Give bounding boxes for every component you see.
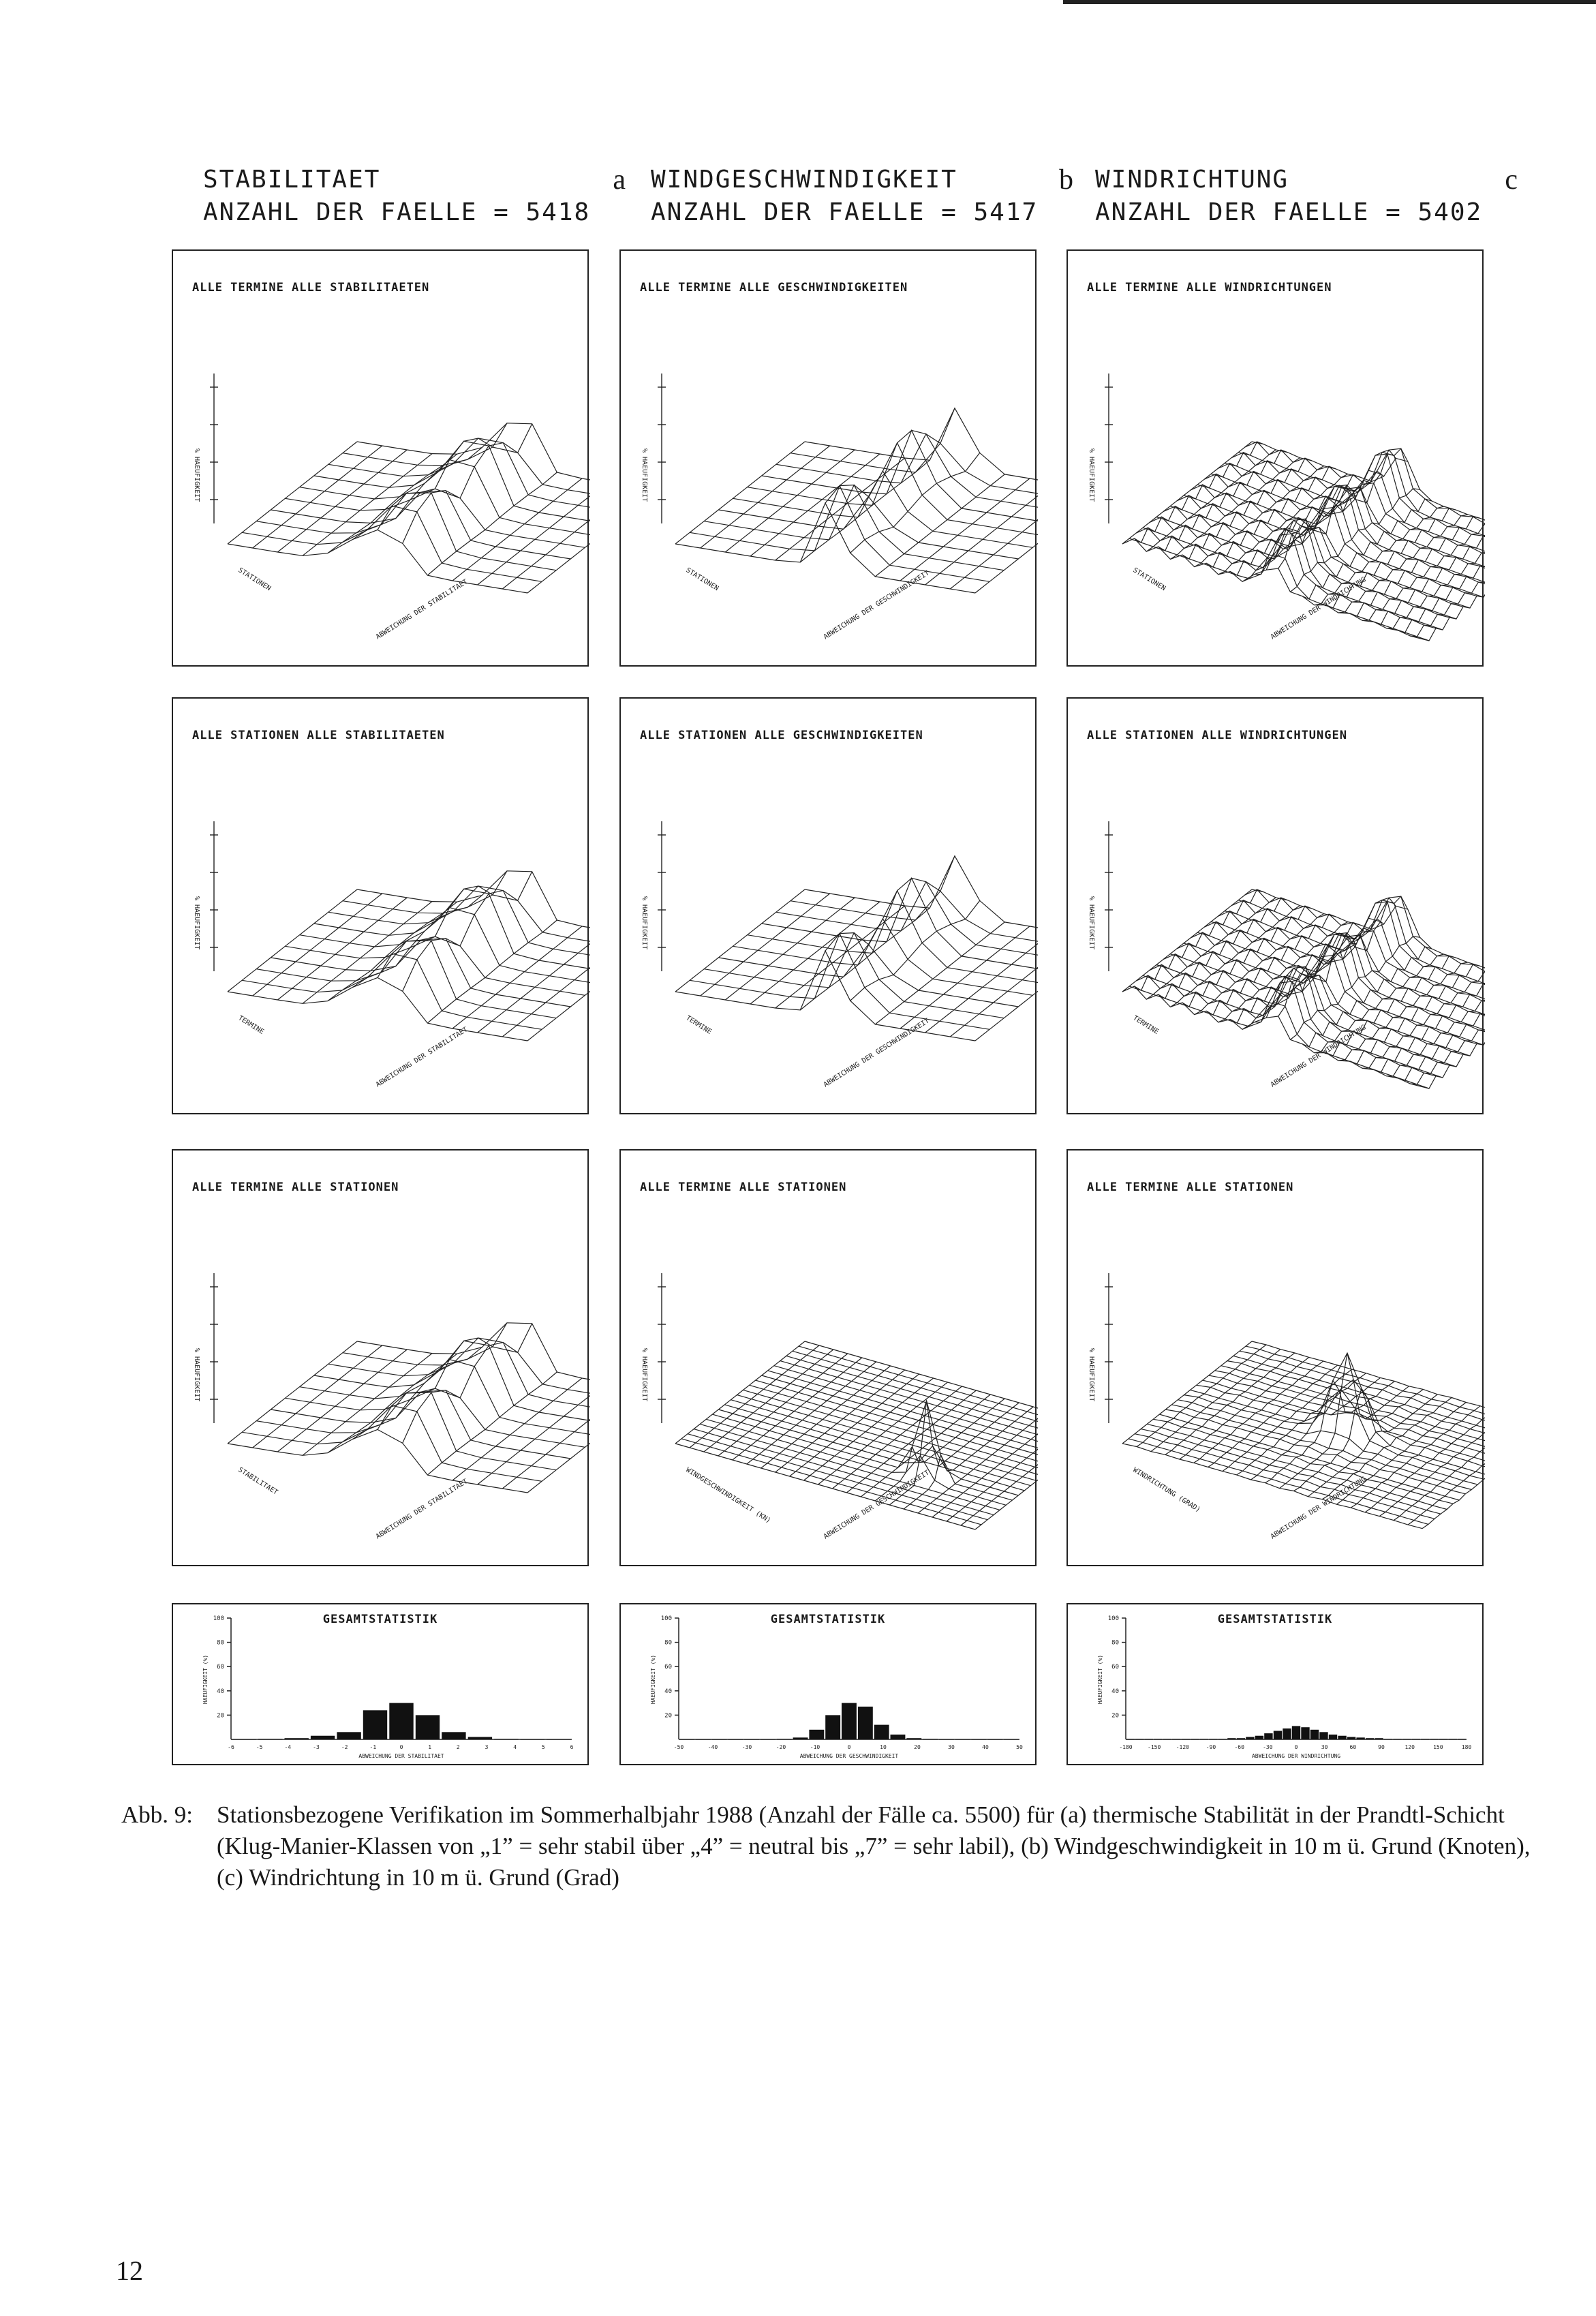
bar: [1283, 1728, 1291, 1739]
y-axis-label: % HAEUFIGKEIT: [1088, 448, 1095, 502]
y-tick-label: 20: [217, 1712, 224, 1720]
x-tick-label: 0: [399, 1744, 403, 1750]
bar: [939, 1739, 954, 1740]
caption-text: Stationsbezogene Verifikation im Sommerhalbjahr 1988 (Anzahl der Fälle ca. 5500) für (a) thermische Stabilität in der Prandtl-Schicht (Klug-Manier-Klassen von „1” = sehr stabil über „4” = neutral bis „7” = sehr labil), (b) Windgeschwindigkeit in 10 m ü. Grund (Knoten), (c) Windrichtung in 10 m ü. Grund (Grad): [217, 1801, 1531, 1891]
x-tick-label: -150: [1148, 1744, 1161, 1750]
bar: [1274, 1731, 1282, 1740]
depth-axis-label: WINDGESCHWINDIGKEIT (KN): [684, 1466, 772, 1525]
bar: [337, 1732, 360, 1739]
x-axis-label: ABWEICHUNG DER WINDRICHTUNG: [1269, 1476, 1368, 1541]
surface-plot-b1: [619, 249, 1037, 667]
bar: [761, 1739, 776, 1740]
plot-canvas: [173, 699, 590, 1116]
x-tick-label: 50: [1016, 1744, 1023, 1750]
x-tick-label: -20: [776, 1744, 786, 1750]
x-axis-label: ABWEICHUNG DER GESCHWINDIGKEIT: [799, 1753, 899, 1759]
bar: [842, 1703, 857, 1739]
bar-chart-title: GESAMTSTATISTIK: [322, 1613, 438, 1626]
bar: [416, 1715, 440, 1739]
bar: [468, 1737, 492, 1739]
scan-edge-line: [1063, 0, 1596, 4]
column-heading-c: [1095, 164, 1518, 229]
bar: [285, 1738, 309, 1739]
column-title: WINDGESCHWINDIGKEIT: [651, 166, 957, 194]
y-axis: [1105, 374, 1113, 523]
bar: [1264, 1733, 1272, 1739]
y-axis: [1105, 821, 1113, 971]
x-axis-label: ABWEICHUNG DER GESCHWINDIGKEIT: [822, 1469, 931, 1541]
x-tick-label: -6: [228, 1744, 234, 1750]
x-axis-label: ABWEICHUNG DER STABILITAET: [358, 1753, 444, 1759]
case-count: ANZAHL DER FAELLE = 5418: [203, 198, 591, 226]
y-axis-label: % HAEUFIGKEIT: [641, 896, 648, 950]
x-tick-label: 5: [541, 1744, 545, 1750]
x-tick-label: 10: [880, 1744, 887, 1750]
x-tick-label: 2: [456, 1744, 460, 1750]
bar: [1227, 1738, 1236, 1739]
y-axis-label: HAEUFIGKEIT (%): [202, 1654, 209, 1705]
y-tick-label: 40: [217, 1688, 224, 1695]
y-tick-label: 40: [664, 1688, 672, 1695]
y-axis: [210, 374, 218, 523]
panel-letter: b: [1059, 164, 1073, 196]
x-tick-label: 150: [1433, 1744, 1443, 1750]
bar: [1329, 1735, 1337, 1739]
x-tick-label: -5: [256, 1744, 263, 1750]
bar: [1319, 1732, 1328, 1739]
bar: [363, 1710, 387, 1739]
wireframe-mesh: [1122, 442, 1485, 641]
y-tick-label: 40: [1111, 1688, 1119, 1695]
y-axis-label: HAEUFIGKEIT (%): [650, 1654, 656, 1705]
x-tick-label: -4: [284, 1744, 292, 1750]
y-tick-label: 60: [664, 1664, 672, 1671]
y-axis: [658, 374, 666, 523]
plot-title: ALLE TERMINE ALLE GESCHWINDIGKEITEN: [640, 281, 908, 294]
bar: [679, 1739, 694, 1740]
bar: [1246, 1737, 1254, 1739]
depth-axis-label: TERMINE: [236, 1014, 265, 1036]
surface-plot-c2: [1066, 697, 1484, 1114]
wireframe-mesh: [228, 423, 590, 593]
y-axis-label: HAEUFIGKEIT (%): [1097, 1654, 1103, 1705]
depth-axis-label: STABILITAET: [236, 1466, 279, 1497]
bar: [1255, 1736, 1263, 1739]
x-tick-label: -30: [741, 1744, 752, 1750]
surface-plot-b2: [619, 697, 1037, 1114]
plot-title: ALLE TERMINE ALLE STATIONEN: [192, 1180, 399, 1194]
y-axis-label: % HAEUFIGKEIT: [193, 896, 200, 950]
x-tick-label: -50: [673, 1744, 684, 1750]
y-axis: [1105, 1273, 1113, 1423]
bar: [1356, 1737, 1364, 1739]
x-tick-label: 6: [570, 1744, 574, 1750]
bar: [1310, 1730, 1319, 1739]
panel-letter: c: [1505, 164, 1518, 196]
depth-axis-label: TERMINE: [1131, 1014, 1160, 1036]
bar: [389, 1703, 413, 1739]
bar: [1237, 1738, 1245, 1739]
bar: [906, 1738, 921, 1739]
y-tick-label: 60: [217, 1664, 224, 1671]
y-tick-label: 20: [1111, 1712, 1119, 1720]
plot-canvas: [173, 251, 590, 668]
bar: [521, 1739, 544, 1740]
bar: [955, 1739, 970, 1740]
y-tick-label: 20: [664, 1712, 672, 1720]
plot-canvas: [1068, 1151, 1485, 1568]
y-axis-label: % HAEUFIGKEIT: [641, 448, 648, 502]
wireframe-mesh: [228, 871, 590, 1041]
x-axis-label: ABWEICHUNG DER GESCHWINDIGKEIT: [822, 1017, 931, 1089]
bar-chart-a: [172, 1603, 589, 1765]
panel-letter: a: [613, 164, 626, 196]
case-count: ANZAHL DER FAELLE = 5417: [651, 198, 1039, 226]
x-axis-label: ABWEICHUNG DER GESCHWINDIGKEIT: [822, 569, 931, 641]
bar: [1301, 1727, 1309, 1739]
bar: [547, 1739, 570, 1740]
bar: [1366, 1738, 1374, 1739]
plot-title: ALLE TERMINE ALLE STATIONEN: [640, 1180, 847, 1194]
bar: [311, 1736, 335, 1739]
bar: [712, 1739, 727, 1740]
plot-title: ALLE TERMINE ALLE STABILITAETEN: [192, 281, 430, 294]
caption-label: Abb. 9:: [121, 1801, 193, 1828]
column-title: STABILITAET: [203, 166, 381, 194]
bar: [972, 1739, 987, 1740]
x-tick-label: 20: [914, 1744, 921, 1750]
surface-plot-c3: [1066, 1149, 1484, 1566]
surface-plot-a2: [172, 697, 589, 1114]
x-tick-label: -60: [1234, 1744, 1244, 1750]
y-tick-label: 60: [1111, 1664, 1119, 1671]
x-tick-label: 30: [948, 1744, 955, 1750]
x-tick-label: -3: [313, 1744, 320, 1750]
x-axis-label: ABWEICHUNG DER WINDRICHTUNG: [1269, 576, 1368, 641]
wireframe-mesh: [675, 856, 1038, 1041]
depth-axis-label: STATIONEN: [1131, 566, 1167, 593]
column-heading-a: [203, 164, 626, 229]
bar: [1004, 1739, 1019, 1740]
y-axis-label: % HAEUFIGKEIT: [193, 1348, 200, 1402]
depth-axis-label: STATIONEN: [684, 566, 720, 593]
bar-chart-canvas: [173, 1604, 587, 1764]
x-tick-label: 0: [847, 1744, 851, 1750]
bar: [1292, 1726, 1300, 1739]
y-tick-label: 80: [664, 1639, 672, 1647]
plot-canvas: [173, 1151, 590, 1568]
x-axis-label: ABWEICHUNG DER WINDRICHTUNG: [1251, 1753, 1341, 1759]
bar: [1347, 1737, 1355, 1739]
page-number: 12: [116, 2255, 143, 2286]
x-tick-label: -40: [707, 1744, 718, 1750]
wireframe-mesh: [1122, 889, 1485, 1088]
bar: [232, 1739, 256, 1740]
y-axis: [210, 1273, 218, 1423]
column-heading-b: [651, 164, 1073, 229]
plot-title: ALLE STATIONEN ALLE GESCHWINDIGKEITEN: [640, 729, 923, 742]
bar: [442, 1732, 465, 1739]
bar: [825, 1715, 840, 1739]
y-tick-label: 80: [217, 1639, 224, 1647]
y-axis-label: % HAEUFIGKEIT: [1088, 1348, 1095, 1402]
y-axis: [210, 821, 218, 971]
plot-title: ALLE TERMINE ALLE STATIONEN: [1087, 1180, 1294, 1194]
x-axis-label: ABWEICHUNG DER STABILITAET: [374, 578, 470, 641]
y-tick-label: 80: [1111, 1639, 1119, 1647]
x-tick-label: -30: [1263, 1744, 1273, 1750]
case-count: ANZAHL DER FAELLE = 5402: [1095, 198, 1483, 226]
plot-title: ALLE STATIONEN ALLE WINDRICHTUNGEN: [1087, 729, 1347, 742]
plot-canvas: [1068, 251, 1485, 668]
y-tick-label: 100: [213, 1615, 224, 1622]
bar: [858, 1707, 873, 1739]
surface-plot-a1: [172, 249, 589, 667]
bar: [891, 1735, 906, 1739]
y-axis: [658, 1273, 666, 1423]
surface-plot-b3: [619, 1149, 1037, 1566]
bar: [728, 1739, 743, 1740]
x-tick-label: 1: [428, 1744, 432, 1750]
x-tick-label: 40: [982, 1744, 989, 1750]
x-tick-label: -2: [341, 1744, 348, 1750]
depth-axis-label: WINDRICHTUNG (GRAD): [1131, 1466, 1202, 1514]
x-tick-label: 3: [485, 1744, 489, 1750]
y-tick-label: 100: [1107, 1615, 1119, 1622]
wireframe-mesh: [675, 408, 1038, 593]
y-axis-label: % HAEUFIGKEIT: [1088, 896, 1095, 950]
y-tick-label: 100: [660, 1615, 672, 1622]
x-tick-label: 90: [1378, 1744, 1385, 1750]
x-tick-label: 4: [513, 1744, 517, 1750]
x-tick-label: -10: [810, 1744, 820, 1750]
bar-axes: [1122, 1618, 1467, 1739]
plot-canvas: [621, 1151, 1038, 1568]
bar-chart-canvas: [1068, 1604, 1482, 1764]
x-tick-label: -1: [369, 1744, 377, 1750]
surface-plot-a3: [172, 1149, 589, 1566]
wireframe-mesh: [228, 1323, 590, 1493]
bar: [1338, 1736, 1346, 1739]
bar: [696, 1739, 711, 1740]
plot-title: ALLE STATIONEN ALLE STABILITAETEN: [192, 729, 445, 742]
y-axis: [658, 821, 666, 971]
x-tick-label: -90: [1206, 1744, 1216, 1750]
x-tick-label: 180: [1461, 1744, 1472, 1750]
surface-plot-c1: [1066, 249, 1484, 667]
bar: [1375, 1738, 1383, 1739]
y-axis-label: % HAEUFIGKEIT: [641, 1348, 648, 1402]
x-tick-label: 60: [1349, 1744, 1357, 1750]
bar-chart-title: GESAMTSTATISTIK: [1217, 1613, 1333, 1626]
x-tick-label: -120: [1176, 1744, 1189, 1750]
x-tick-label: 0: [1294, 1744, 1298, 1750]
bar: [987, 1739, 1002, 1740]
depth-axis-label: TERMINE: [684, 1014, 713, 1036]
y-axis-label: % HAEUFIGKEIT: [193, 448, 200, 502]
x-axis-label: ABWEICHUNG DER STABILITAET: [374, 1478, 470, 1541]
x-tick-label: 30: [1321, 1744, 1328, 1750]
bar-chart-title: GESAMTSTATISTIK: [770, 1613, 886, 1626]
wireframe-mesh: [675, 1341, 1038, 1529]
bar: [744, 1739, 759, 1740]
plot-canvas: [621, 699, 1038, 1116]
x-axis-label: ABWEICHUNG DER WINDRICHTUNG: [1269, 1024, 1368, 1089]
bar: [874, 1725, 889, 1739]
bar-chart-canvas: [621, 1604, 1035, 1764]
plot-title: ALLE TERMINE ALLE WINDRICHTUNGEN: [1087, 281, 1332, 294]
bar: [809, 1730, 824, 1739]
bar: [793, 1737, 808, 1739]
depth-axis-label: STATIONEN: [236, 566, 273, 593]
column-title: WINDRICHTUNG: [1095, 166, 1289, 194]
x-tick-label: -180: [1119, 1744, 1133, 1750]
x-axis-label: ABWEICHUNG DER STABILITAET: [374, 1026, 470, 1089]
bar-chart-c: [1066, 1603, 1484, 1765]
x-tick-label: 120: [1405, 1744, 1415, 1750]
bar-chart-b: [619, 1603, 1037, 1765]
plot-canvas: [1068, 699, 1485, 1116]
plot-canvas: [621, 251, 1038, 668]
